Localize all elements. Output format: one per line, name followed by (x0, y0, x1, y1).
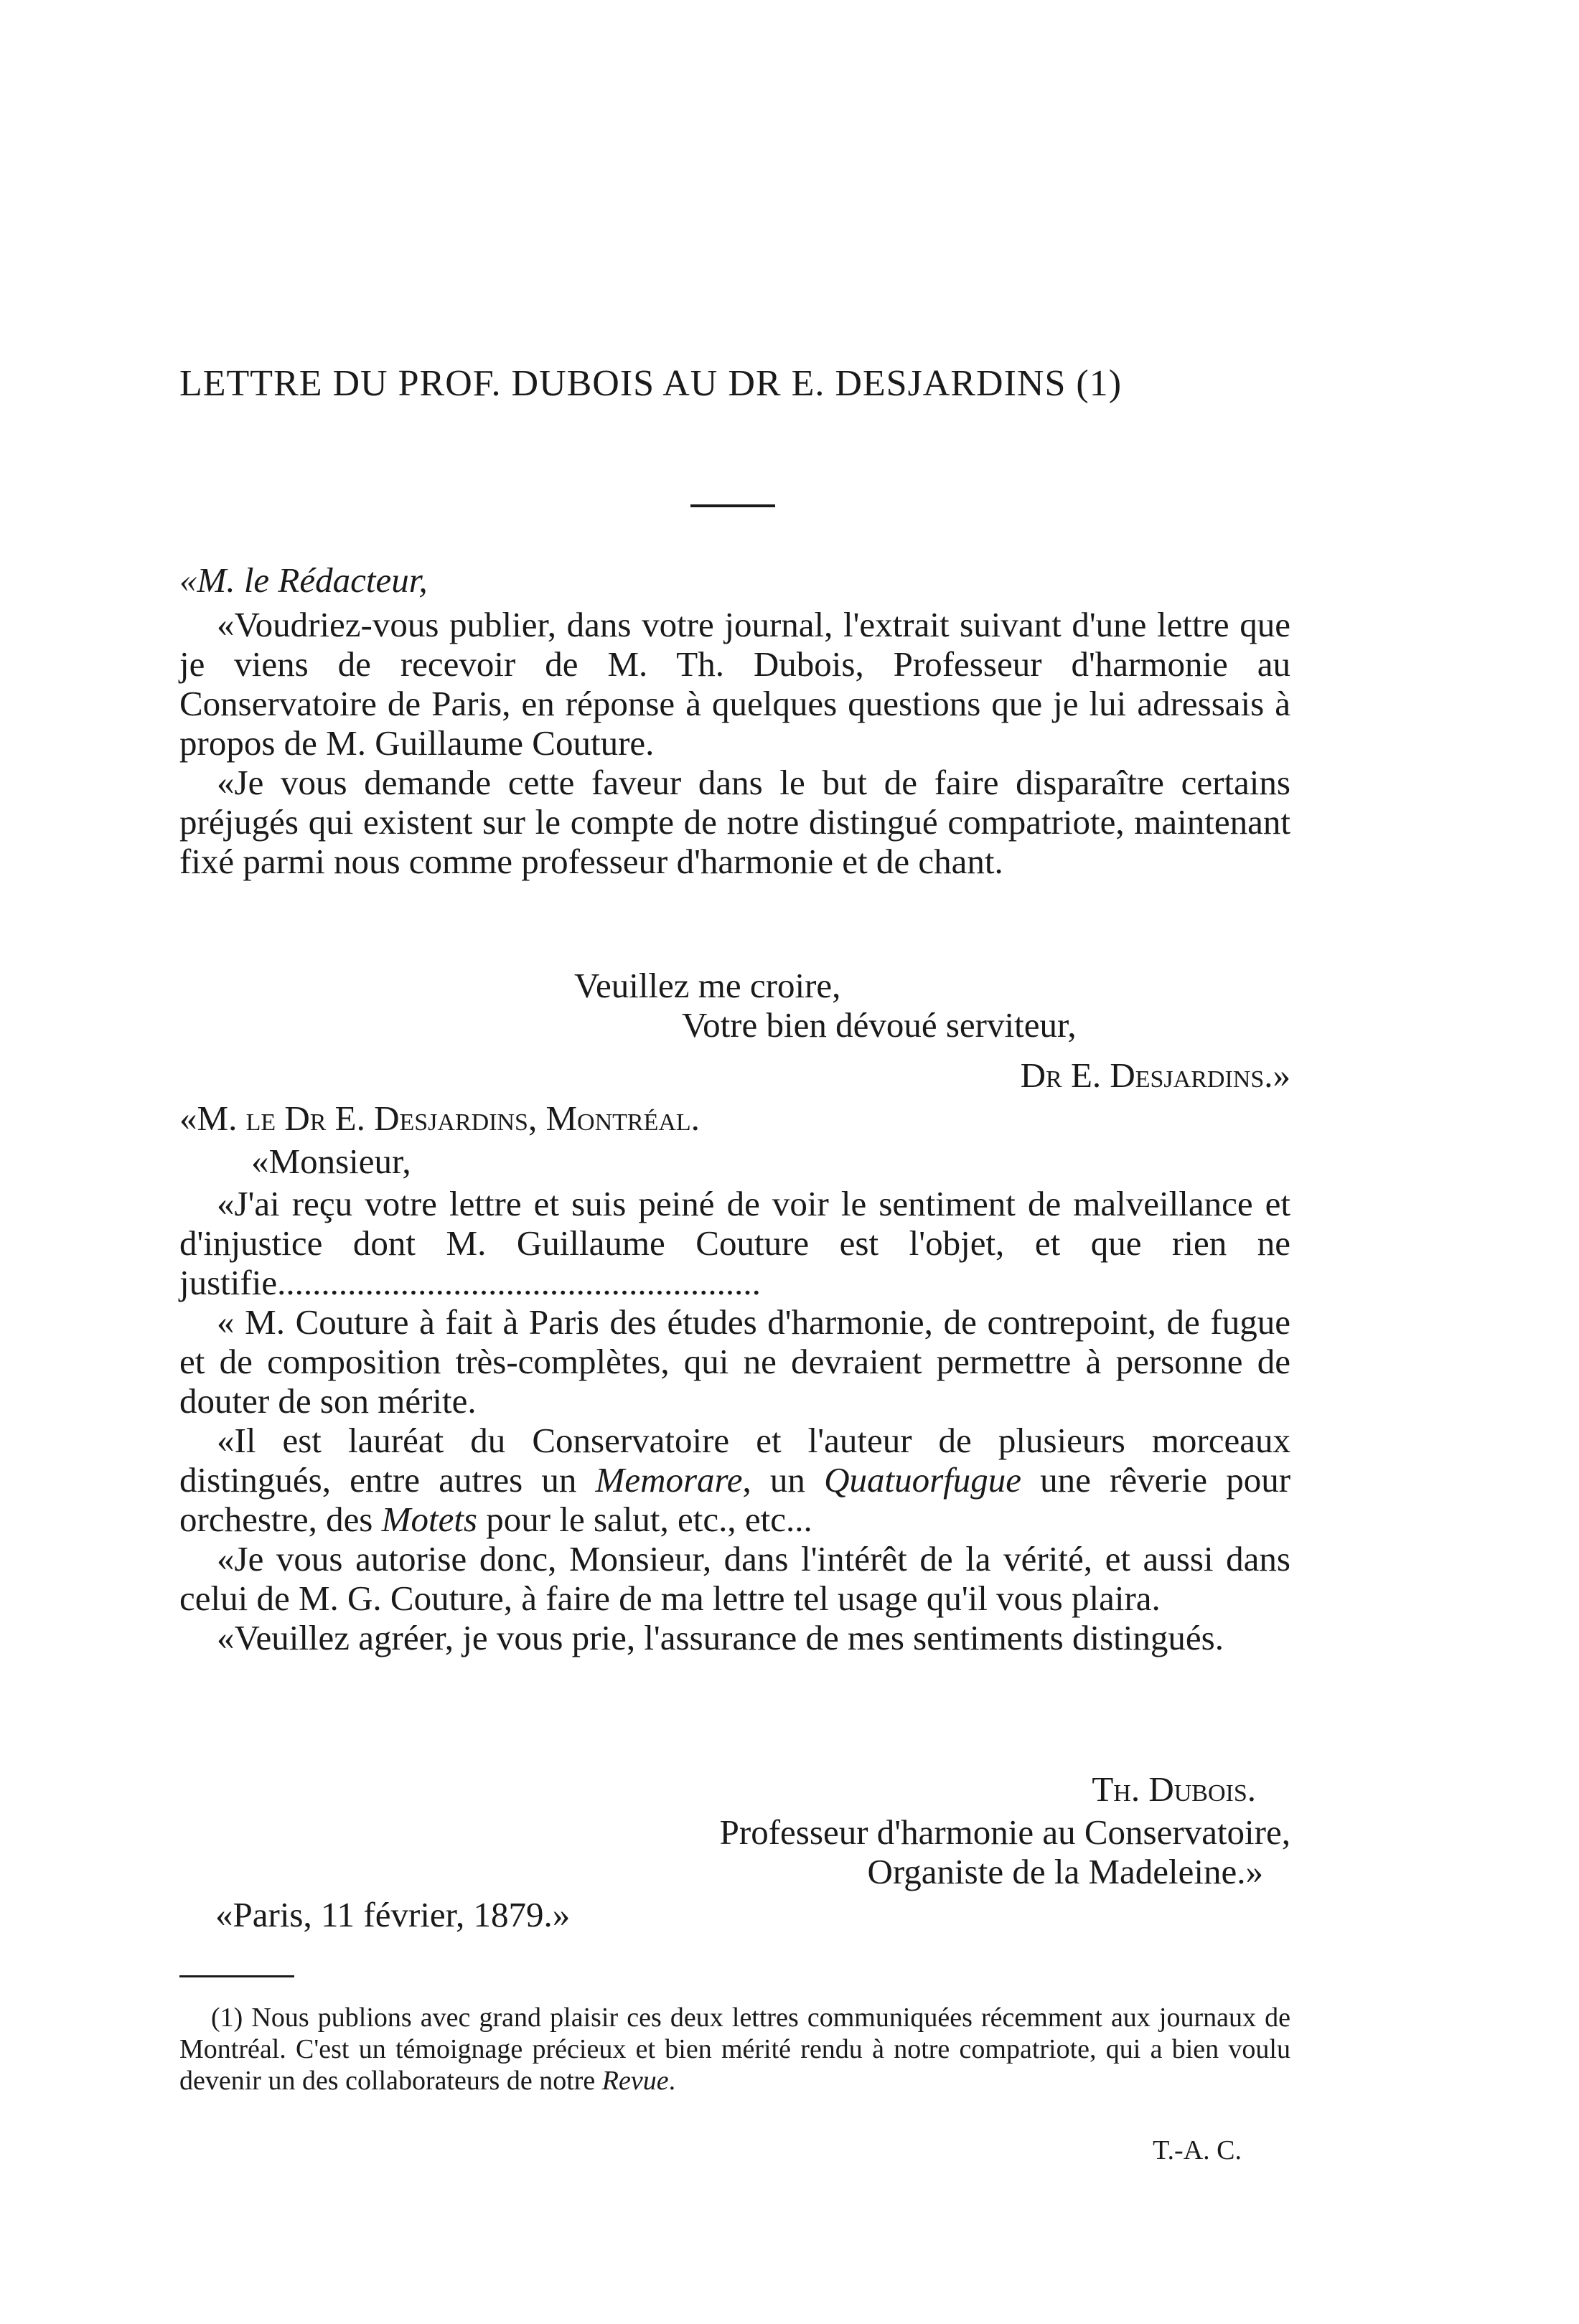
letter2-date: «Paris, 11 février, 1879.» (215, 1895, 571, 1934)
letter2-signature: Th. Dubois. (1092, 1769, 1256, 1809)
p3-text-d: pour le salut, etc., etc... (477, 1500, 812, 1539)
quatuorfugue-title: Quatuorfugue (824, 1460, 1022, 1500)
footnote-divider (179, 1975, 294, 1977)
title-divider (690, 504, 775, 507)
letter2-role-2: Organiste de la Madeleine.» (867, 1852, 1263, 1891)
p3-text-b: , un (742, 1460, 825, 1500)
letter1-signature: Dr E. Desjardins.» (1020, 1055, 1290, 1095)
letter1-paragraph-1: «Voudriez-vous publier, dans votre journal, l'extrait suivant d'une lettre que je viens de recevoir de M. Th. Dubois, Professeur d'harmonie au Conservatoire de Paris, en réponse à quelques questions que je lui adressais à propos de M. Guillaume Couture. (179, 605, 1290, 763)
letter2-paragraph-2: « M. Couture à fait à Paris des études d'harmonie, de contrepoint, de fugue et de composition très-complètes, qui ne devraient permettre à personne de douter de son mérite. (179, 1302, 1290, 1421)
letter2-address: «M. le Dr E. Desjardins, Montréal. (179, 1099, 700, 1138)
letter1-paragraph-2: «Je vous demande cette faveur dans le but de faire disparaître certains préjugés qui existent sur le compte de notre distingué compatriote, maintenant fixé parmi nous comme professeur d'harmonie et de chant. (179, 763, 1290, 881)
page-title: LETTRE DU PROF. DUBOIS AU DR E. DESJARDINS (1) (179, 363, 1123, 404)
letter2-paragraph-4: «Je vous autorise donc, Monsieur, dans l'intérêt de la vérité, et aussi dans celui de M. G. Couture, à faire de ma lettre tel usage qu'il vous plaira. (179, 1539, 1290, 1618)
letter1-closing-1: Veuillez me croire, (574, 966, 841, 1005)
footnote-text (179, 2002, 1290, 2097)
p3-text-a: «Il est lauréat du Conservatoire et l'auteur de plusieurs morceaux distingués, entre autres un (179, 1421, 1290, 1500)
letter1-salutation: «M. le Rédacteur, (179, 560, 428, 600)
footnote-text-b: . (668, 2066, 676, 2096)
letter1-closing-2: Votre bien dévoué serviteur, (682, 1005, 1077, 1045)
footnote-text-a: (1) Nous publions avec grand plaisir ces deux lettres communiquées récemment aux journaux de Montréal. C'est un témoignage précieux et bien mérité rendu à notre compatriote, qui a bien voulu devenir un des collaborateurs de notre (179, 2003, 1290, 2096)
letter2-salutation: «Monsieur, (251, 1142, 411, 1181)
letter2-role-1: Professeur d'harmonie au Conservatoire, (719, 1812, 1290, 1852)
motets-title: Motets (381, 1500, 478, 1539)
letter2-body (179, 1184, 1290, 1657)
footnote-revue: Revue (601, 2066, 669, 2096)
letter2-paragraph-1: «J'ai reçu votre lettre et suis peiné de voir le sentiment de malveillance et d'injustice dont M. Guillaume Couture est l'objet, et que rien ne justifie....................................................... (179, 1184, 1290, 1302)
letter1-body (179, 605, 1290, 881)
memorare-title: Memorare (595, 1460, 743, 1500)
p3-text-c: une rêverie pour orchestre, des (179, 1460, 1291, 1539)
letter2-paragraph-3 (179, 1421, 1290, 1539)
letter2-paragraph-5: «Veuillez agréer, je vous prie, l'assurance de mes sentiments distingués. (217, 1618, 1224, 1657)
footnote-initials: T.-A. C. (1153, 2135, 1242, 2165)
